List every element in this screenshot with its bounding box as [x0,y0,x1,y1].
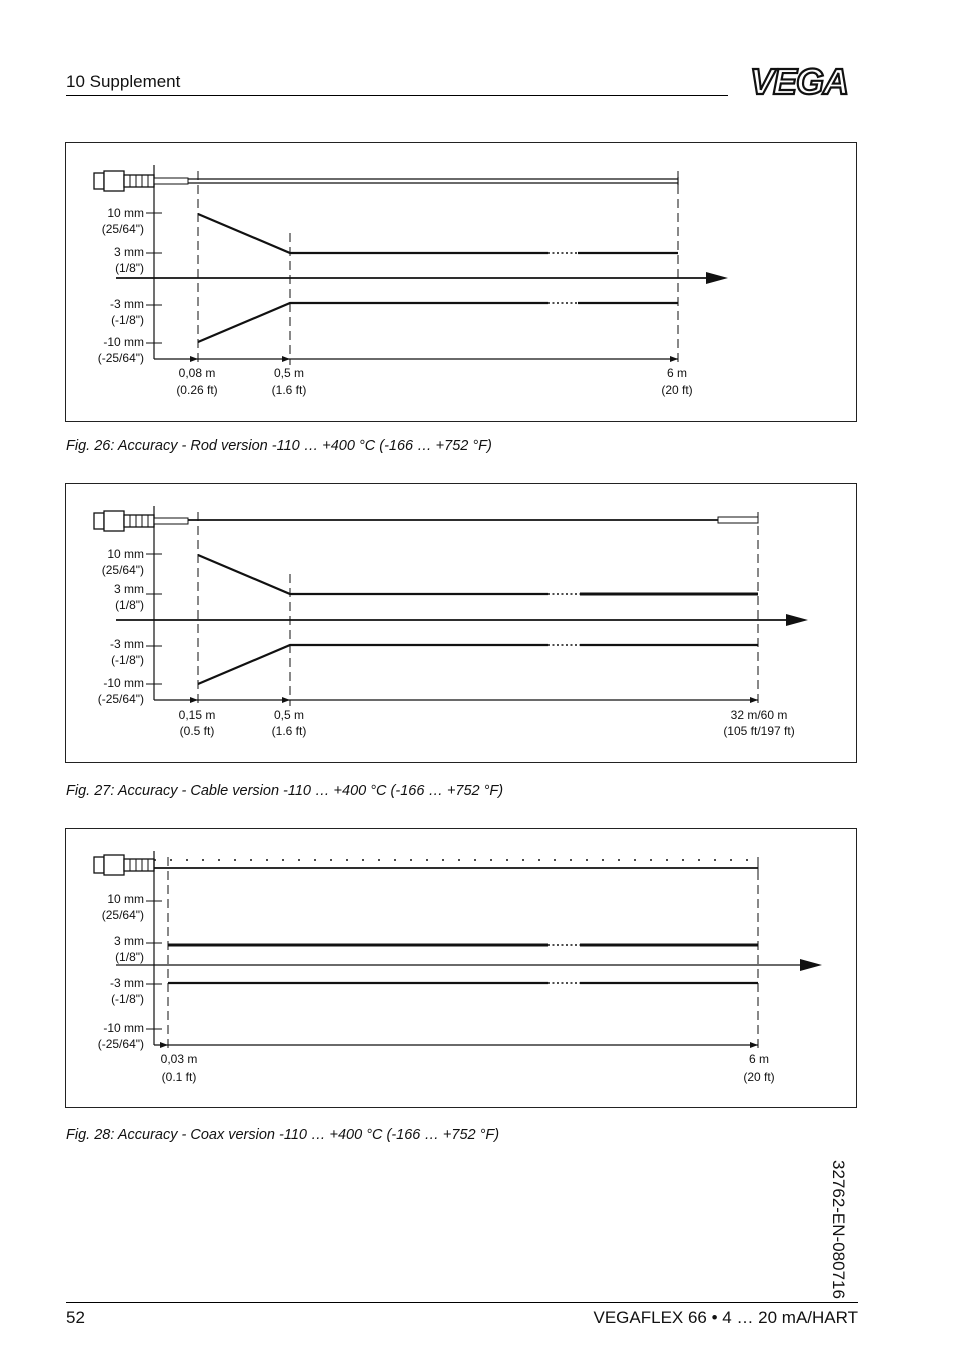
axis-arrow-icon [706,272,728,284]
y-sublabel: (25/64") [101,222,144,236]
x-sublabel: (0.1 ft) [161,1070,197,1084]
upper-accuracy-line [198,214,548,253]
cable-weight-icon [718,517,758,523]
axis-arrow-icon [800,959,822,971]
footer-rule [66,1302,858,1303]
lower-accuracy-line [198,303,548,342]
y-sublabel: (25/64") [101,563,144,577]
document-number: 32762-EN-080716 [829,1160,848,1299]
figure-coax-version [65,828,857,1108]
vega-logo [740,64,858,105]
figure-caption: Fig. 28: Accuracy - Coax version -110 … +400 °C (-166 … +752 °F) [66,1127,500,1143]
x-label: 0,5 m [273,708,305,722]
y-sublabel: (-1/8") [111,313,144,327]
y-label: -3 mm [110,297,144,311]
y-label: 3 mm [114,934,144,948]
y-sublabel: (-25/64") [97,692,144,706]
page-number: 52 [66,1308,85,1327]
y-sublabel: (25/64") [101,908,144,922]
y-sublabel: (-25/64") [97,351,144,365]
y-label: -10 mm [103,676,144,690]
x-label: 0,03 m [160,1052,198,1066]
x-sublabel: (20 ft) [743,1070,775,1084]
section-title: 10 Supplement [66,72,181,91]
y-sublabel: (1/8") [115,598,144,612]
y-label: 10 mm [107,892,144,906]
y-label: 3 mm [114,582,144,596]
y-label: 10 mm [107,206,144,220]
x-label: 0,08 m [178,366,216,380]
product-name: VEGAFLEX 66 • 4 … 20 mA/HART [593,1308,858,1327]
probe-head-icon [94,171,188,191]
x-sublabel: (1.6 ft) [271,724,307,738]
x-sublabel: (20 ft) [661,383,693,397]
y-label: -10 mm [103,1021,144,1035]
logo-text: VEGA [749,64,849,100]
y-label: -3 mm [110,976,144,990]
y-label: -10 mm [103,335,144,349]
x-label: 0,15 m [178,708,216,722]
figure-caption: Fig. 26: Accuracy - Rod version -110 … +400 °C (-166 … +752 °F) [66,438,492,454]
y-label: -3 mm [110,637,144,651]
x-sublabel: (0.26 ft) [176,383,218,397]
x-sublabel: (0.5 ft) [179,724,215,738]
probe-head-icon [94,855,154,875]
x-label: 6 m [748,1052,770,1066]
figure-cable-version [65,483,857,763]
probe-head-icon [94,511,188,531]
axis-arrow-icon [786,614,808,626]
x-sublabel: (105 ft/197 ft) [723,724,795,738]
y-sublabel: (-1/8") [111,653,144,667]
y-label: 10 mm [107,547,144,561]
y-sublabel: (-1/8") [111,992,144,1006]
y-label: 3 mm [114,245,144,259]
figure-caption: Fig. 27: Accuracy - Cable version -110 … +400 °C (-166 … +752 °F) [66,783,504,799]
x-label: 6 m [666,366,688,380]
y-sublabel: (1/8") [115,261,144,275]
x-label: 0,5 m [273,366,305,380]
x-sublabel: (1.6 ft) [271,383,307,397]
header-rule [66,95,728,96]
figure-rod-version [65,142,857,422]
x-label: 32 m/60 m [730,708,788,722]
y-sublabel: (-25/64") [97,1037,144,1051]
y-sublabel: (1/8") [115,950,144,964]
